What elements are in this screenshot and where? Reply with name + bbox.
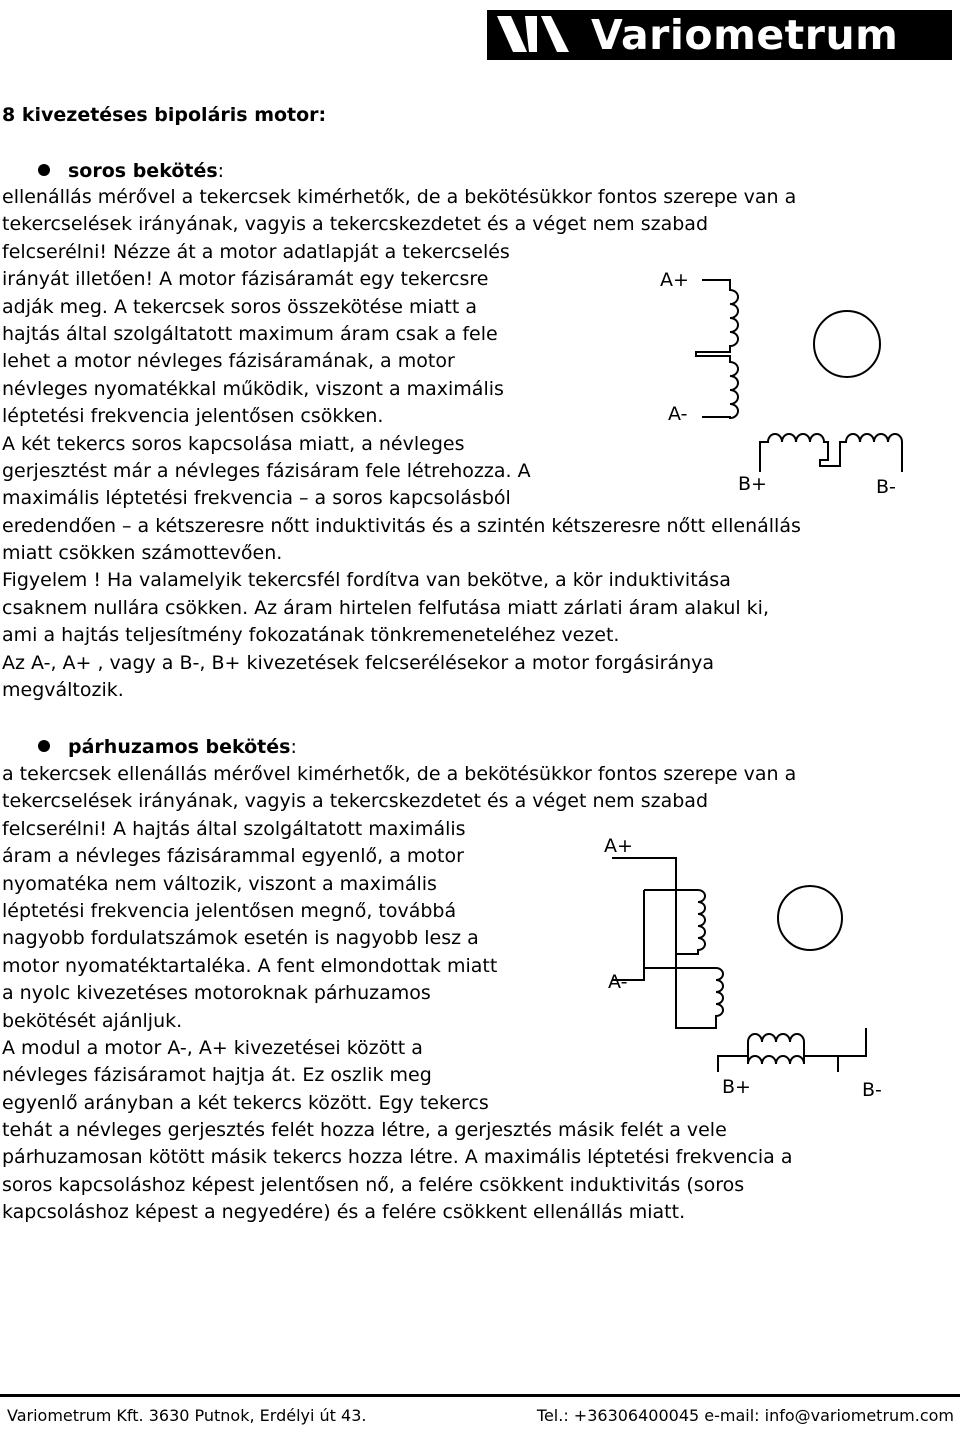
- text-line: a tekercsek ellenállás mérővel kimérhetők, de a bekötésükkor fontos szerepe van a: [2, 763, 797, 785]
- text-line: bekötését ajánljuk.: [2, 1009, 183, 1032]
- footer-contact[interactable]: Tel.: +36306400045 e-mail: info@variometrum.com: [536, 1406, 954, 1425]
- label-b-plus: B+: [722, 1076, 751, 1098]
- text-line: hajtás által szolgáltatott maximum áram csak a fele: [2, 322, 498, 345]
- text-line: lehet a motor névleges fázisáramának, a motor: [2, 350, 455, 373]
- text-line: névleges fázisáramot hajtja át. Ez oszlik meg: [2, 1064, 432, 1087]
- text-line: a nyolc kivezetéses motoroknak párhuzamos: [2, 982, 431, 1005]
- label-a-minus: A-: [668, 403, 688, 425]
- text-line: áram a névleges fázisárammal egyenlő, a motor: [2, 845, 464, 868]
- text-line: gerjesztést már a névleges fázisáram fele létrehozza. A: [2, 459, 531, 482]
- footer-divider: [0, 1394, 960, 1397]
- text-line: felcserélni! Nézze át a motor adatlapját a tekercselés: [2, 240, 510, 263]
- text-line: nagyobb fordulatszámok esetén is nagyobb lesz a: [2, 927, 479, 950]
- text-line: csaknem nullára csökken. Az áram hirtelen felfutása miatt zárlati áram alakul ki,: [2, 596, 769, 619]
- text-line: adják meg. A tekercsek soros összekötése miatt a: [2, 295, 477, 318]
- brand-name: Variometrum: [587, 10, 952, 60]
- text-line: irányát illetően! A motor fázisáramát egy tekercsre: [2, 268, 489, 291]
- bullet-icon: [38, 740, 50, 752]
- text-line: maximális léptetési frekvencia – a soros kapcsolásból: [2, 487, 511, 510]
- section-title-parallel: párhuzamos bekötés:: [0, 734, 297, 761]
- label-b-plus: B+: [738, 473, 767, 495]
- series-wiring-diagram: [640, 262, 940, 502]
- page-title: 8 kivezetéses bipoláris motor:: [2, 104, 327, 126]
- parallel-wiring-diagram: [598, 828, 918, 1108]
- text-line: névleges nyomatékkal működik, viszont a maximális: [2, 377, 504, 400]
- label-a-minus: A-: [608, 971, 628, 993]
- text-line: ellenállás mérővel a tekercsek kimérhetők, de a bekötésükkor fontos szerepe van a: [2, 186, 797, 208]
- text-line: soros kapcsoláshoz képest jelentősen nő, a felére csökkent induktivitás (soros: [2, 1173, 745, 1196]
- text-line: tehát a névleges gerjesztés felét hozza létre, a gerjesztés másik felét a vele: [2, 1119, 727, 1142]
- page-footer: [0, 1394, 960, 1436]
- brand-logo: [487, 10, 952, 60]
- text-line: léptetési frekvencia jelentősen megnő, továbbá: [2, 899, 457, 922]
- text-line: tekercselések irányának, vagyis a tekercskezdetet és a véget nem szabad: [2, 790, 709, 813]
- label-a-plus: A+: [604, 835, 633, 857]
- label-a-plus: A+: [660, 269, 689, 291]
- text-line: A modul a motor A-, A+ kivezetései között a: [2, 1036, 423, 1059]
- text-line: megváltozik.: [2, 679, 124, 702]
- text-line: párhuzamosan kötött másik tekercs hozza létre. A maximális léptetési frekvencia a: [2, 1146, 793, 1169]
- text-line: miatt csökken számottevően.: [2, 542, 283, 565]
- text-line: nyomatéka nem változik, viszont a maximális: [2, 872, 437, 895]
- section-title-series: soros bekötés:: [0, 158, 224, 185]
- text-line: Figyelem ! Ha valamelyik tekercsfél fordítva van bekötve, a kör induktivitása: [2, 569, 731, 592]
- text-line: tekercselések irányának, vagyis a tekercskezdetet és a véget nem szabad: [2, 213, 709, 236]
- text-line: felcserélni! A hajtás által szolgáltatott maximális: [2, 817, 466, 840]
- text-line: Az A-, A+ , vagy a B-, B+ kivezetések felcserélésekor a motor forgásiránya: [2, 651, 715, 674]
- bullet-icon: [38, 164, 50, 176]
- footer-address: Variometrum Kft. 3630 Putnok, Erdélyi út 43.: [7, 1406, 367, 1425]
- text-line: kapcsoláshoz képest a negyedére) és a felére csökkent ellenállás miatt.: [2, 1201, 686, 1224]
- text-line: A két tekercs soros kapcsolása miatt, a névleges: [2, 432, 465, 455]
- variometrum-logo-mark-icon: [487, 10, 587, 60]
- label-b-minus: B-: [862, 1079, 882, 1101]
- text-line: léptetési frekvencia jelentősen csökken.: [2, 405, 384, 428]
- text-line: egyenlő arányban a két tekercs között. Egy tekercs: [2, 1091, 489, 1114]
- text-line: ami a hajtás teljesítmény fokozatának tönkremeneteléhez vezet.: [2, 624, 620, 647]
- label-b-minus: B-: [876, 476, 896, 498]
- text-line: motor nyomatéktartaléka. A fent elmondottak miatt: [2, 954, 498, 977]
- text-line: eredendően – a kétszeresre nőtt induktivitás és a szintén kétszeresre nőtt ellenállás: [2, 514, 801, 537]
